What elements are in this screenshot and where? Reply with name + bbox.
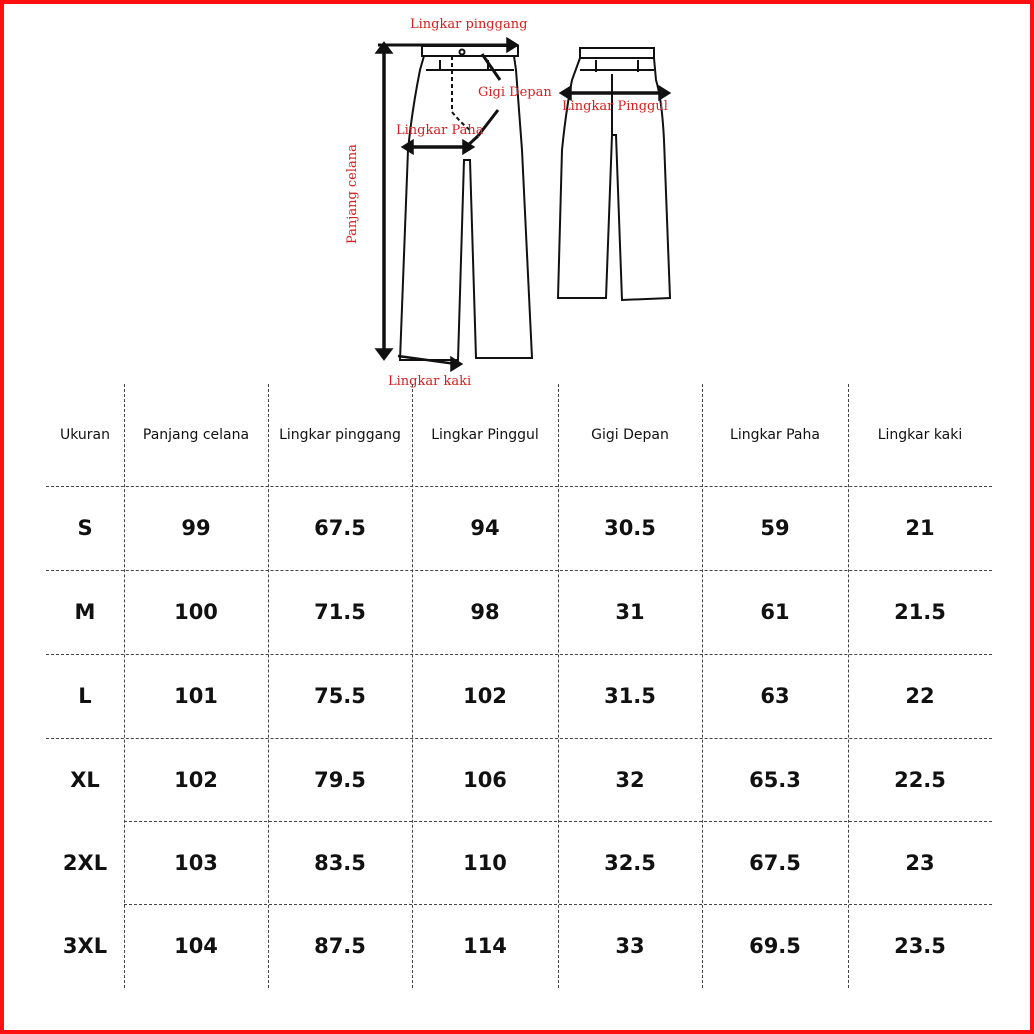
- thigh-cell: 67.5: [749, 850, 801, 875]
- waist-cell: 79.5: [314, 767, 366, 792]
- length-cell: 100: [174, 600, 218, 624]
- header-thigh: Lingkar Paha: [730, 427, 820, 443]
- hip-cell: 102: [463, 684, 507, 708]
- size-cell: XL: [70, 767, 100, 792]
- size-cell: L: [78, 684, 92, 708]
- size-cell: M: [74, 600, 96, 624]
- waist-cell: 67.5: [314, 516, 366, 540]
- length-cell: 102: [174, 767, 218, 792]
- length-cell: 101: [174, 684, 218, 708]
- hem-cell: 23.5: [894, 934, 946, 958]
- hem-cell: 22.5: [894, 767, 946, 792]
- hem-label: Lingkar kaki: [388, 374, 472, 389]
- header-waist: Lingkar pinggang: [279, 427, 401, 443]
- length-cell: 99: [181, 516, 211, 540]
- hem-cell: 23: [905, 850, 935, 875]
- thigh-label: Lingkar Paha: [396, 123, 484, 138]
- hip-cell: 106: [463, 767, 507, 792]
- header-size: Ukuran: [59, 427, 110, 443]
- header-front-rise: Gigi Depan: [591, 427, 669, 443]
- hip-cell: 114: [463, 934, 507, 958]
- hem-cell: 21.5: [894, 600, 946, 624]
- size-cell: S: [77, 516, 93, 540]
- header-hip: Lingkar Pinggul: [431, 427, 539, 443]
- waist-label: Lingkar pinggang: [410, 17, 528, 32]
- pants-measurement-diagram: [0, 0, 1034, 400]
- length-cell: 103: [174, 850, 218, 875]
- hip-cell: 98: [470, 600, 500, 624]
- thigh-cell: 65.3: [749, 767, 801, 792]
- hem-cell: 21: [905, 516, 935, 540]
- size-chart-table: [46, 384, 992, 988]
- waist-cell: 87.5: [314, 934, 366, 958]
- size-cell: 2XL: [62, 850, 108, 875]
- front-rise-label: Gigi Depan: [478, 85, 552, 100]
- length-label: Panjang celana: [345, 144, 360, 244]
- hip-label: Lingkar Pinggul: [562, 99, 668, 114]
- thigh-cell: 61: [760, 600, 790, 624]
- waist-cell: 75.5: [314, 684, 366, 708]
- thigh-cell: 59: [760, 516, 790, 540]
- pants-sketch: [0, 0, 1034, 400]
- back-pants-outline: [558, 48, 670, 300]
- front-rise-cell: 31.5: [604, 684, 656, 708]
- hem-cell: 22: [905, 684, 935, 708]
- thigh-cell: 69.5: [749, 934, 801, 958]
- hip-cell: 110: [463, 850, 507, 875]
- front-rise-cell: 32.5: [604, 850, 656, 875]
- header-hem: Lingkar kaki: [877, 427, 963, 443]
- front-rise-cell: 33: [615, 934, 645, 958]
- waist-cell: 83.5: [314, 850, 366, 875]
- hip-cell: 94: [470, 516, 500, 540]
- front-rise-cell: 31: [615, 600, 645, 624]
- thigh-cell: 63: [760, 684, 790, 708]
- length-cell: 104: [174, 934, 218, 958]
- size-cell: 3XL: [62, 934, 108, 958]
- header-length: Panjang celana: [142, 427, 250, 443]
- waist-cell: 71.5: [314, 600, 366, 624]
- front-rise-cell: 32: [615, 767, 645, 792]
- front-rise-cell: 30.5: [604, 516, 656, 540]
